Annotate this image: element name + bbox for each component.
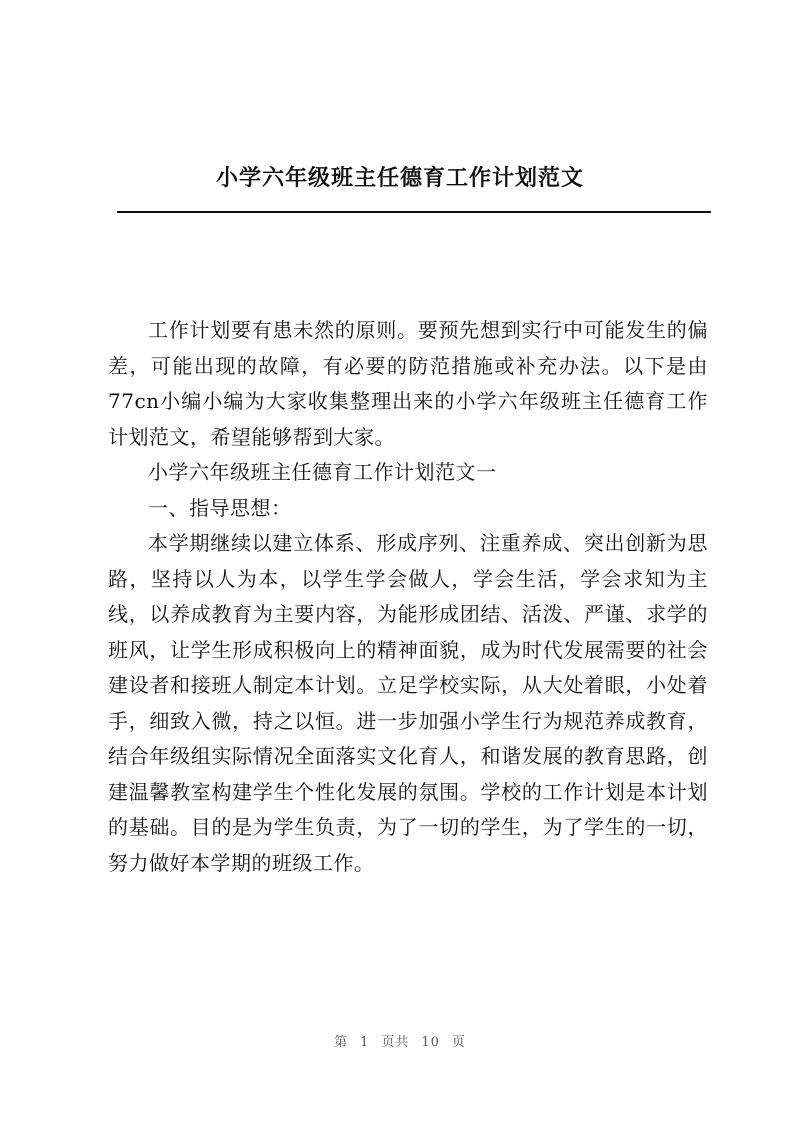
page-title: 小学六年级班主任德育工作计划范文 <box>215 165 584 191</box>
page-middle: 页共 <box>381 1035 410 1050</box>
page-suffix: 页 <box>451 1035 466 1050</box>
subsection-heading: 一、指导思想： <box>148 495 292 520</box>
document-body <box>108 313 708 881</box>
current-page-number: 1 <box>360 1035 370 1050</box>
guiding-ideology-paragraph: 本学期继续以建立体系、形成序列、注重养成、突出创新为思路，坚持以人为本，以学生学会做人，学会生活，学会求知为主线，以养成教育为主要内容，为能形成团结、活泼、严谨、求学的班风，让学生形成积极向上的精神面貌，成为时代发展需要的社会建设者和接班人制定本计划。立足学校实际，从大处着眼，小处着手，细致入微，持之以恒。进一步加强小学生行为规范养成教育，结合年级组实际情况全面落实文化育人，和谐发展的教育思路，创建温馨教室构建学生个性化发展的氛围。学校的工作计划是本计划的基础。目的是为学生负责，为了一切的学生，为了学生的一切，努力做好本学期的班级工作。 <box>108 531 708 875</box>
section-heading: 小学六年级班主任德育工作计划范文一 <box>148 460 497 484</box>
title-underline <box>117 211 711 213</box>
total-pages-number: 10 <box>421 1035 440 1050</box>
page-footer <box>0 1031 800 1050</box>
page-prefix: 第 <box>334 1035 349 1050</box>
intro-paragraph: 工作计划要有患未然的原则。要预先想到实行中可能发生的偏差，可能出现的故障，有必要的防范措施或补充办法。以下是由77cn小编小编为大家收集整理出来的小学六年级班主任德育工作计划范文，希望能够帮到大家。 <box>108 318 708 449</box>
